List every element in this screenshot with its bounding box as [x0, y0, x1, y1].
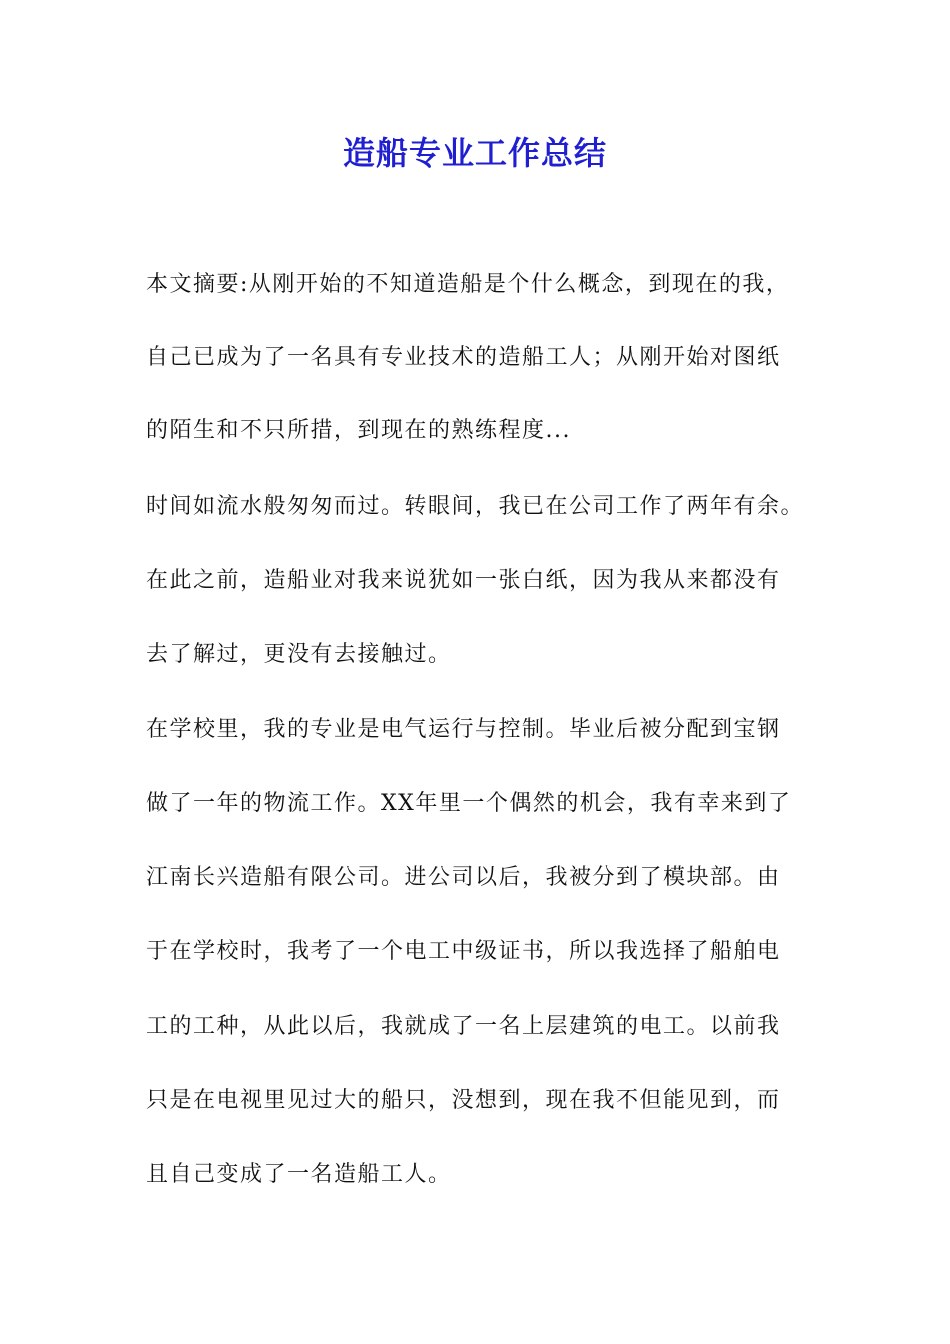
text-line: 做了一年的物流工作。XX年里一个偶然的机会，我有幸来到了 [146, 791, 792, 816]
text-line: 的陌生和不只所措，到现在的熟练程度... [146, 418, 571, 443]
text-line: 在学校里，我的专业是电气运行与控制。毕业后被分配到宝钢 [146, 717, 781, 742]
text-line: 自己已成为了一名具有专业技术的造船工人；从刚开始对图纸 [146, 345, 781, 370]
text-line: 去了解过，更没有去接触过。 [146, 642, 452, 667]
text-line: 于在学校时，我考了一个电工中级证书，所以我选择了船舶电 [146, 939, 781, 964]
text-line: 时间如流水般匆匆而过。转眼间，我已在公司工作了两年有余。 [146, 494, 805, 519]
text-line: 工的工种，从此以后，我就成了一名上层建筑的电工。以前我 [146, 1014, 781, 1039]
text-line: 只是在电视里见过大的船只，没想到，现在我不但能见到，而 [146, 1088, 781, 1113]
text-line: 且自己变成了一名造船工人。 [146, 1162, 452, 1187]
text-line: 本文摘要:从刚开始的不知道造船是个什么概念，到现在的我， [146, 272, 790, 297]
text-line: 江南长兴造船有限公司。进公司以后，我被分到了模块部。由 [146, 865, 781, 890]
document-title: 造船专业工作总结 [342, 134, 607, 172]
text-line: 在此之前，造船业对我来说犹如一张白纸，因为我从来都没有 [146, 568, 781, 593]
